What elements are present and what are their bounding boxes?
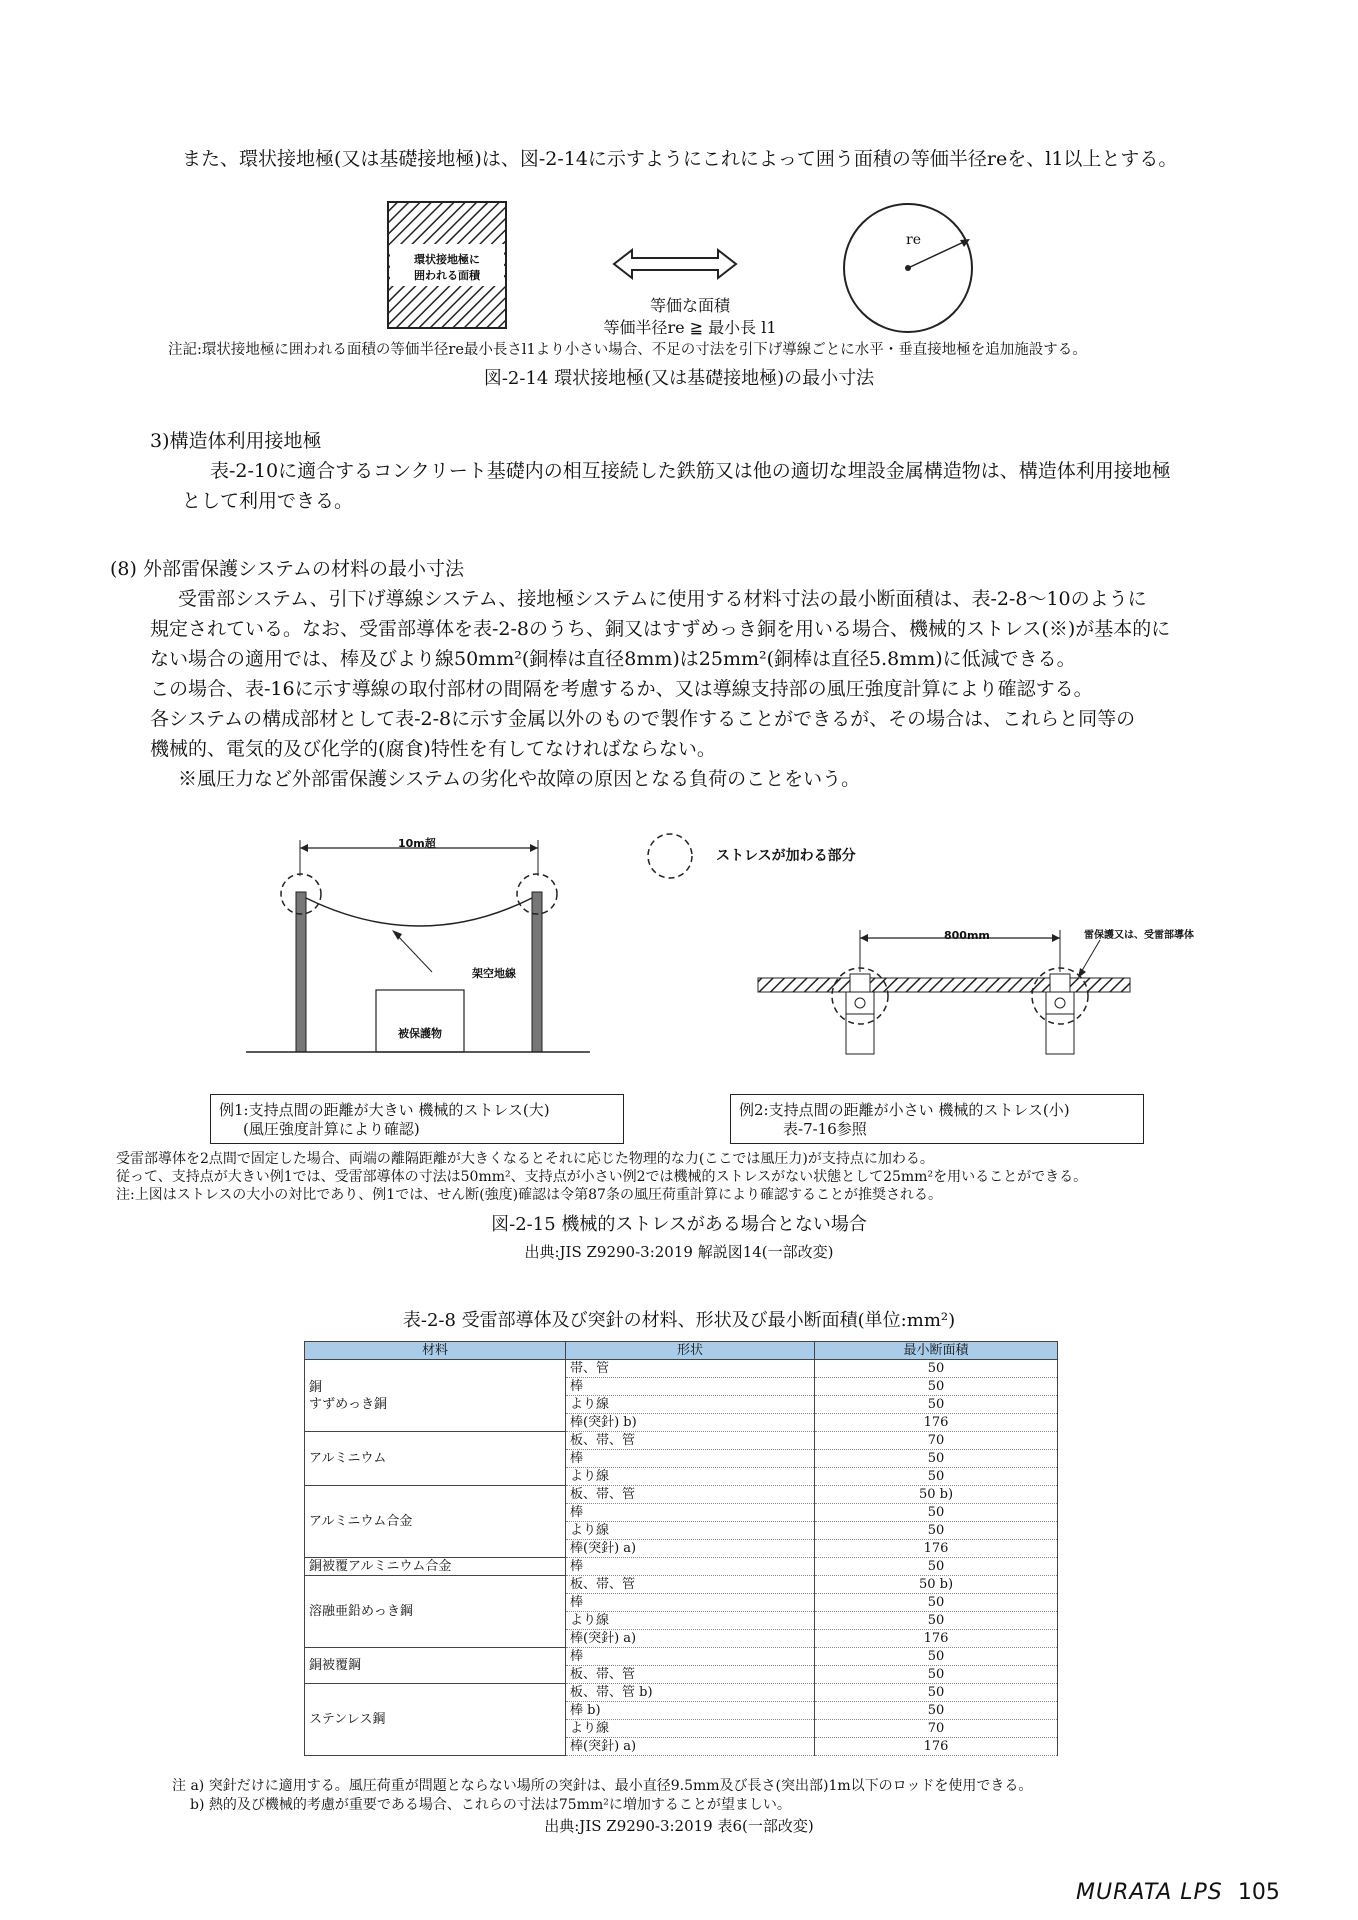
shape-cell: 板、帯、管 b) (566, 1684, 815, 1702)
fig14-caption: 図-2-14 環状接地極(又は基礎接地極)の最小寸法 (483, 368, 875, 389)
section3-heading: 3)構造体利用接地極 (150, 430, 322, 452)
section8-line: 規定されている。なお、受雷部導体を表-2-8のうち、銅又はすずめっき銅を用いる場合、機械的ストレス(※)が基本的に (150, 618, 1171, 640)
min-area-cell: 50 (815, 1558, 1058, 1576)
area-box-label-line1: 環状接地極に (414, 253, 480, 266)
overhead-wire-label: 架空地線 (472, 967, 516, 980)
area-box-label (392, 252, 502, 284)
section8-line: 機械的、電気的及び化学的(腐食)特性を有してなければならない。 (150, 738, 716, 760)
shape-cell: 板、帯、管 (566, 1486, 815, 1504)
min-area-cell: 176 (815, 1630, 1058, 1648)
min-area-cell: 50 (815, 1504, 1058, 1522)
min-area-cell: 50 (815, 1594, 1058, 1612)
shape-cell: 棒 (566, 1594, 815, 1612)
table-row (305, 1576, 1058, 1594)
table-row (305, 1558, 1058, 1576)
page-number: 105 (1237, 1880, 1280, 1905)
min-area-cell: 50 (815, 1684, 1058, 1702)
min-area-cell: 50 (815, 1378, 1058, 1396)
section3-line1: 表-2-10に適合するコンクリート基礎内の相互接続した鉄筋又は他の適切な埋設金属構造物は、構造体利用接地極 (210, 460, 1171, 482)
equiv-radius-formula: 等価半径re ≧ 最小長 l1 (603, 318, 777, 337)
shape-cell: より線 (566, 1396, 815, 1414)
protected-object-label: 被保護物 (398, 1027, 442, 1040)
fig15-note: 従って、支持点が大きい例1では、受雷部導体の寸法は50mm²、支持点が小さい例2では機械的ストレスがない状態として25mm²を用いることができる。 (116, 1169, 1088, 1185)
shape-cell: 棒 (566, 1648, 815, 1666)
shape-cell: 棒 (566, 1450, 815, 1468)
shape-cell: 棒(突針) a) (566, 1540, 815, 1558)
example1-line1: 例1:支持点間の距離が大きい 機械的ストレス(大) (219, 1101, 550, 1119)
header-material: 材料 (305, 1342, 566, 1360)
stress-legend-label: ストレスが加わる部分 (716, 848, 856, 864)
span-800mm-label: 800mm (944, 929, 990, 942)
table28-source: 出典:JIS Z9290-3:2019 表6(一部改変) (544, 1817, 814, 1835)
min-area-cell: 176 (815, 1738, 1058, 1756)
header-shape: 形状 (566, 1342, 815, 1360)
example1-line2: (風圧強度計算により確認) (243, 1120, 420, 1138)
equiv-area-label: 等価な面積 (649, 296, 730, 315)
min-area-cell: 50 (815, 1648, 1058, 1666)
min-area-cell: 50 b) (815, 1486, 1058, 1504)
footer (1076, 1880, 1280, 1905)
shape-cell: より線 (566, 1720, 815, 1738)
section8-line: 受雷部システム、引下げ導線システム、接地極システムに使用する材料寸法の最小断面積は、表-2-8〜10のように (178, 588, 1147, 610)
min-area-cell: 50 (815, 1360, 1058, 1378)
conductor-label: 雷保護又は、受雷部導体 (1084, 930, 1194, 941)
example2-line2: 表-7-16参照 (783, 1120, 867, 1138)
min-area-cell: 50 (815, 1612, 1058, 1630)
section8-note: ※風圧力など外部雷保護システムの劣化や故障の原因となる負荷のことをいう。 (178, 768, 861, 790)
shape-cell: 棒(突針) a) (566, 1630, 815, 1648)
min-area-cell: 50 (815, 1522, 1058, 1540)
fig15-note: 受雷部導体を2点間で固定した場合、両端の離隔距離が大きくなるとそれに応じた物理的な力(ここでは風圧力)が支持点に加わる。 (116, 1151, 934, 1167)
table-row (305, 1486, 1058, 1504)
fig15-source: 出典:JIS Z9290-3:2019 解説図14(一部改変) (524, 1243, 834, 1261)
section3-line2: として利用できる。 (182, 490, 354, 512)
table28-note-a: 注 a) 突針だけに適用する。風圧荷重が問題とならない場所の突針は、最小直径9.5mm及び長さ(突出部)1m以下のロッドを使用できる。 (172, 1778, 1033, 1794)
shape-cell: 板、帯、管 (566, 1432, 815, 1450)
span-10m-label: 10m超 (398, 837, 436, 850)
radius-label: re (906, 232, 921, 248)
shape-cell: より線 (566, 1612, 815, 1630)
section8-line: ない場合の適用では、棒及びより線50mm²(銅棒は直径8mm)は25mm²(銅棒は直径5.8mm)に低減できる。 (150, 648, 1076, 670)
intro-paragraph: また、環状接地極(又は基礎接地極)は、図-2-14に示すようにこれによって囲う面積の等価半径reを、l1以上とする。 (182, 148, 1178, 170)
material-cell: アルミニウム合金 (305, 1486, 566, 1558)
shape-cell: 棒 (566, 1378, 815, 1396)
shape-cell: 帯、管 (566, 1360, 815, 1378)
fig15-caption: 図-2-15 機械的ストレスがある場合とない場合 (491, 1214, 867, 1235)
example1-box (210, 1094, 624, 1144)
min-area-cell: 176 (815, 1414, 1058, 1432)
figure-2-15-diagram (200, 826, 1160, 1096)
table-row (305, 1432, 1058, 1450)
material-cell: ステンレス鋼 (305, 1684, 566, 1756)
shape-cell: 棒 b) (566, 1702, 815, 1720)
table28-note-b: b) 熱的及び機械的考慮が重要である場合、これらの寸法は75mm²に増加することが望ましい。 (190, 1797, 791, 1813)
shape-cell: 棒(突針) a) (566, 1738, 815, 1756)
example2-box (730, 1094, 1144, 1144)
area-box-label-line2: 囲われる面積 (414, 269, 480, 282)
min-area-cell: 50 (815, 1702, 1058, 1720)
shape-cell: 板、帯、管 (566, 1666, 815, 1684)
shape-cell: 棒 (566, 1504, 815, 1522)
shape-cell: より線 (566, 1468, 815, 1486)
footer-brand: MURATA LPS (1076, 1880, 1223, 1905)
table-row (305, 1684, 1058, 1702)
table-row (305, 1648, 1058, 1666)
material-cell: 銅被覆アルミニウム合金 (305, 1558, 566, 1576)
min-area-cell: 70 (815, 1720, 1058, 1738)
shape-cell: 板、帯、管 (566, 1576, 815, 1594)
min-area-cell: 50 (815, 1468, 1058, 1486)
min-area-cell: 50 (815, 1450, 1058, 1468)
min-area-cell: 70 (815, 1432, 1058, 1450)
table28-body (305, 1360, 1058, 1756)
fig14-note: 注記:環状接地極に囲われる面積の等価半径re最小長さl1より小さい場合、不足の寸法を引下げ導線ごとに水平・垂直接地極を追加施設する。 (168, 342, 1087, 358)
section8-line: 各システムの構成部材として表-2-8に示す金属以外のもので製作することができるが、その場合は、これらと同等の (150, 708, 1136, 730)
table-row (305, 1360, 1058, 1378)
min-area-cell: 176 (815, 1540, 1058, 1558)
section8-line: この場合、表-16に示す導線の取付部材の間隔を考慮するか、又は導線支持部の風圧強度計算により確認する。 (150, 678, 1093, 700)
table28-title: 表-2-8 受雷部導体及び突針の材料、形状及び最小断面積(単位:mm²) (402, 1310, 956, 1331)
example2-line1: 例2:支持点間の距離が小さい 機械的ストレス(小) (739, 1101, 1070, 1119)
table-header-row (305, 1342, 1058, 1360)
min-area-cell: 50 (815, 1666, 1058, 1684)
shape-cell: より線 (566, 1522, 815, 1540)
fig15-note: 注:上図はストレスの大小の対比であり、例1では、せん断(強度)確認は令第87条の風圧荷重計算により確認することが推奨される。 (116, 1187, 942, 1203)
section8-heading: (8) 外部雷保護システムの材料の最小寸法 (110, 558, 465, 580)
material-cell: 銅被覆鋼 (305, 1648, 566, 1684)
min-area-cell: 50 (815, 1396, 1058, 1414)
material-cell: 銅 すずめっき銅 (305, 1360, 566, 1432)
shape-cell: 棒(突針) b) (566, 1414, 815, 1432)
material-cell: 溶融亜鉛めっき鋼 (305, 1576, 566, 1648)
shape-cell: 棒 (566, 1558, 815, 1576)
table28 (304, 1341, 1058, 1756)
header-min-area: 最小断面積 (815, 1342, 1058, 1360)
material-cell: アルミニウム (305, 1432, 566, 1486)
min-area-cell: 50 b) (815, 1576, 1058, 1594)
